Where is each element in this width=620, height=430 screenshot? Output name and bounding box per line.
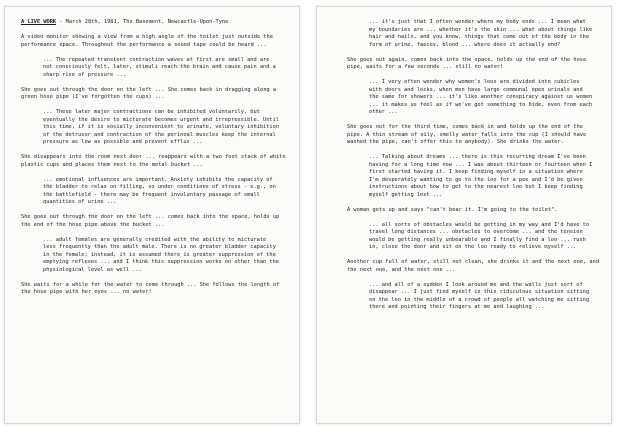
document-page-right: [316, 6, 612, 424]
quote-paragraph: ... adult females are generally credited with the ability to micturate less frequently than the adult male. There is no greater bladder capacity in the female; instead, it is assumed there is greater suppression of the emptying reflexes ... and I think this suppression works on other than the physiological level as well ...: [43, 236, 279, 273]
date-location: - March 28th, 1981, The Basement, Newcastle-Upon-Tyne: [56, 19, 229, 25]
paragraph: She goes out again, comes back into the space, holds up the end of the hose pipe, waits for a few seconds ... still no water!: [347, 56, 587, 70]
quote-paragraph: ... The repeated transient contraction waves at first are small and are not consciously felt, later, stimuli reach the brain and cause pain and a sharp rise of pressure ...: [43, 56, 276, 78]
document-page-left: [4, 6, 300, 424]
paragraph: She disappears into the room next door ... reappears with a two foot stack of white plastic cups and places them next to the metal bucket ...: [21, 154, 286, 168]
paragraph: She goes out through the door on the left ... comes back into the space, holds up the end of the hose pipe above the bucket ...: [21, 214, 280, 228]
paragraph: She goes out for the third time, comes back in and holds up the end of the pipe. A thin stream of oily, smelly water falls into the cup (I should have washed the pipe, can't offer this to anybody). She drinks the water.: [347, 124, 587, 145]
paragraph: A woman gets up and says "can't bear it. I'm going to the toilet".: [347, 206, 558, 213]
quote-paragraph: ... These later major contractions can be inhibited voluntarily, but eventually the desire to micturate becomes urgent and irrepressible. Until this time, if it is socially inconvenient to urinate, voluntary inhibition of the detrusor and contraction of the perineal muscles keep the internal pressure as low as possible and prevent efflux ...: [43, 109, 279, 145]
paragraph: She waits for a while for the water to come through ... She follows the length of the hose pipe with her eyes ... no water!: [21, 281, 280, 295]
paragraph: Another cup full of water, still not clean, she drinks it and the next one, and the next one, and the next one ...: [347, 259, 599, 273]
quote-paragraph: ... all sorts of obstacles would be getting in my way and I'd have to travel long distances ... obstacles to overcome ... and the tension would be getting really unbearable and I finally find a loo ... rush in, close the door and sit on the loo ready to relieve myself ...: [369, 221, 590, 250]
paragraph: A video monitor showing a view from a high angle of the toilet just outside the performance space. Throughout the performance a sound tape could be heard ...: [21, 34, 273, 48]
paragraph: She goes out through the door on the left ... She comes back in dragging along a green hose pipe (I've forgotten the cups) ...: [21, 86, 277, 100]
quote-paragraph: ... and all of a sudden I look around me and the walls just sort of disappear ... I just find myself in this ridiculous situation sitting on the loo in the middle of a crowd of people all watching me sitting there and pointing their fingers at me and laughing ...: [369, 281, 590, 310]
quote-paragraph: ... it's just that I often wonder where my body ends ... I mean what my boundaries are ... whether it's the skin ... what about things like hair and nails, and you know, things that come out of the body in the form of urine, faeces, blood ... where does it actually end?: [369, 19, 593, 48]
quote-paragraph: ... I very often wonder why women's loos are divided into cubicles with doors and locks, when men have large communal open urinals and the same for showers ... it's like another conspiracy against us women ... it makes us feel as if we've got something to hide, even from each other ...: [369, 79, 593, 115]
title-line: [21, 19, 287, 27]
document-title: A LIVE WORK: [21, 19, 57, 25]
quote-paragraph: ... Talking about dreams ... there is this recurring dream I've been having for a long time now ... I was about thirteen or fourteen when I first started having it. I keep finding myself in a situation where I'm desperately wanting to go to the loo for a pee and I'd be given instructions about how to get to the nearest loo but I keep finding myself getting lost ...: [369, 154, 593, 198]
quote-paragraph: ... emotional influences are important. Anxiety inhibits the capacity of the bladder to relax on filling, so under conditions of stress - e.g., on the battlefield - there may be frequent involuntary passage of small quantities of urine ...: [43, 176, 276, 205]
